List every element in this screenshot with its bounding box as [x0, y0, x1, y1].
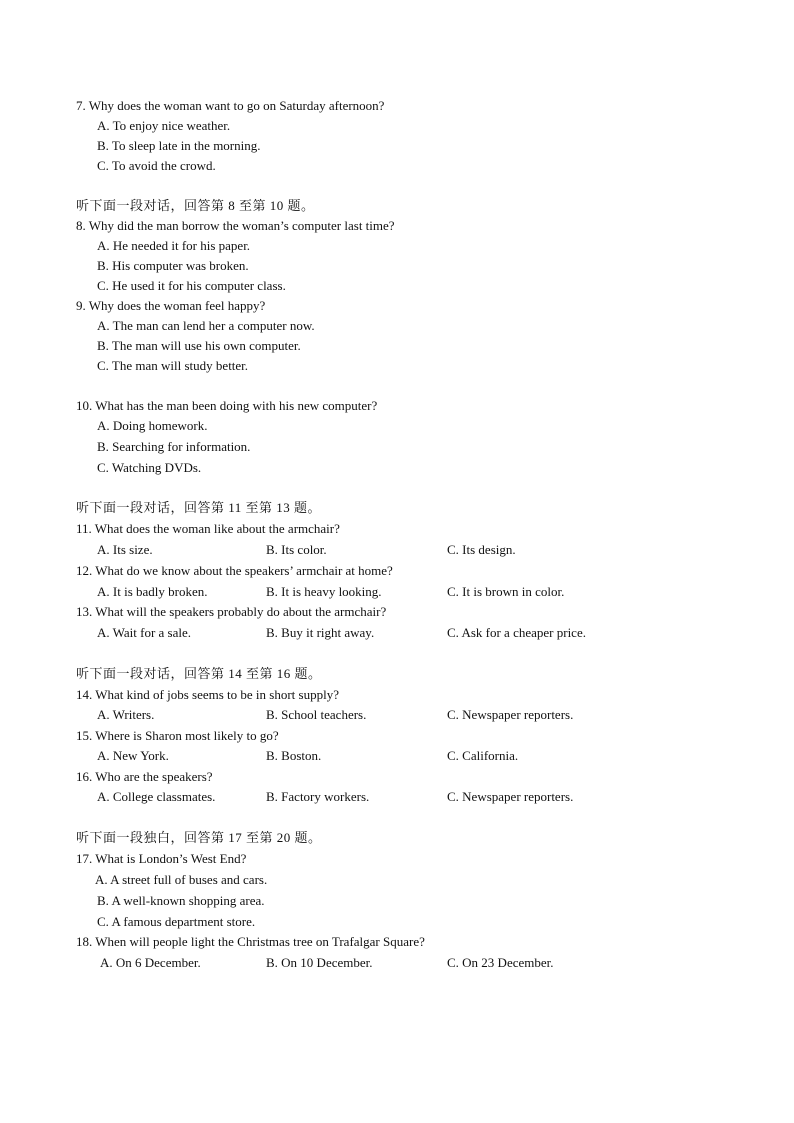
q12-option-b: B. It is heavy looking. — [266, 584, 382, 599]
question-10: 10. What has the man been doing with his new computer? — [76, 398, 378, 413]
question-16: 16. Who are the speakers? — [76, 769, 213, 784]
q10-option-c: C. Watching DVDs. — [97, 460, 202, 475]
q18-option-c: C. On 23 December. — [447, 955, 554, 970]
section-heading-8-10: 听下面一段对话，回答第 8 至第 10 题。 — [76, 198, 315, 213]
section-heading-17-20: 听下面一段独白，回答第 17 至第 20 题。 — [76, 830, 322, 845]
q14-option-b: B. School teachers. — [266, 707, 367, 722]
q18-option-a: A. On 6 December. — [100, 955, 201, 970]
question-14: 14. What kind of jobs seems to be in short supply? — [76, 687, 339, 702]
question-18: 18. When will people light the Christmas tree on Trafalgar Square? — [76, 934, 425, 949]
q12-option-a: A. It is badly broken. — [97, 584, 208, 599]
q13-option-b: B. Buy it right away. — [266, 625, 375, 640]
q14-option-a: A. Writers. — [97, 707, 155, 722]
question-11: 11. What does the woman like about the armchair? — [76, 521, 340, 536]
q18-option-b: B. On 10 December. — [266, 955, 373, 970]
q16-option-a: A. College classmates. — [97, 789, 216, 804]
q17-option-a: A. A street full of buses and cars. — [95, 872, 268, 887]
q12-option-c: C. It is brown in color. — [447, 584, 565, 599]
q11-option-a: A. Its size. — [97, 542, 153, 557]
q14-option-c: C. Newspaper reporters. — [447, 707, 574, 722]
question-12: 12. What do we know about the speakers’ armchair at home? — [76, 563, 393, 578]
q7-option-b: B. To sleep late in the morning. — [97, 138, 261, 153]
q8-option-b: B. His computer was broken. — [97, 258, 249, 273]
q10-option-a: A. Doing homework. — [97, 418, 208, 433]
question-13: 13. What will the speakers probably do about the armchair? — [76, 604, 387, 619]
section-heading-14-16: 听下面一段对话，回答第 14 至第 16 题。 — [76, 666, 322, 681]
q7-option-c: C. To avoid the crowd. — [97, 158, 216, 173]
q15-option-b: B. Boston. — [266, 748, 322, 763]
q11-option-c: C. Its design. — [447, 542, 516, 557]
q8-option-c: C. He used it for his computer class. — [97, 278, 286, 293]
q9-option-a: A. The man can lend her a computer now. — [97, 318, 315, 333]
section-heading-11-13: 听下面一段对话，回答第 11 至第 13 题。 — [76, 500, 322, 515]
q16-option-b: B. Factory workers. — [266, 789, 370, 804]
question-7: 7. Why does the woman want to go on Saturday afternoon? — [76, 98, 385, 113]
question-17: 17. What is London’s West End? — [76, 851, 247, 866]
q9-option-b: B. The man will use his own computer. — [97, 338, 301, 353]
q15-option-c: C. California. — [447, 748, 519, 763]
q15-option-a: A. New York. — [97, 748, 169, 763]
q16-option-c: C. Newspaper reporters. — [447, 789, 574, 804]
question-9: 9. Why does the woman feel happy? — [76, 298, 266, 313]
q13-option-c: C. Ask for a cheaper price. — [447, 625, 586, 640]
q17-option-b: B. A well-known shopping area. — [97, 893, 265, 908]
q10-option-b: B. Searching for information. — [97, 439, 251, 454]
q13-option-a: A. Wait for a sale. — [97, 625, 192, 640]
q8-option-a: A. He needed it for his paper. — [97, 238, 251, 253]
q9-option-c: C. The man will study better. — [97, 358, 249, 373]
q7-option-a: A. To enjoy nice weather. — [97, 118, 231, 133]
question-8: 8. Why did the man borrow the woman’s computer last time? — [76, 218, 395, 233]
q17-option-c: C. A famous department store. — [97, 914, 256, 929]
question-15: 15. Where is Sharon most likely to go? — [76, 728, 279, 743]
q11-option-b: B. Its color. — [266, 542, 327, 557]
